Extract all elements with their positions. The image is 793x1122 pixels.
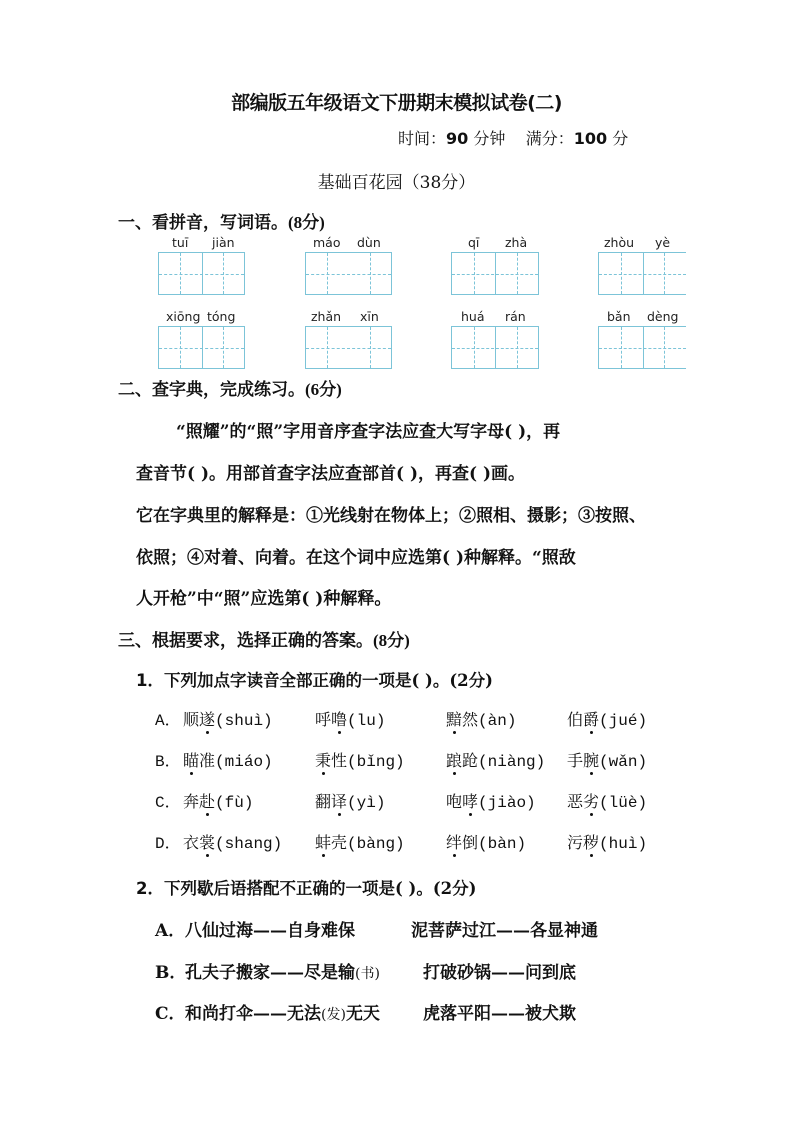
xiehouyu-b: 虎落平阳——被犬欺	[423, 1004, 576, 1024]
option-label: A．	[155, 921, 186, 941]
score-label: 满分：	[525, 129, 574, 148]
dictionary-text-line: “照耀”的“照”字用音序查字法应查大写字母( )，再	[176, 422, 561, 442]
section-1-title: 一、看拼音，写词语。	[118, 213, 288, 233]
pinyin: bǎn	[607, 309, 631, 324]
section-1-heading	[118, 208, 325, 233]
writing-grid[interactable]	[158, 252, 245, 295]
option-label: B．	[155, 963, 187, 983]
question-text: 下列加点字读音全部正确的一项是( )。	[163, 671, 450, 690]
section-2-title: 二、查字典，完成练习。	[118, 380, 305, 400]
writing-grid[interactable]	[598, 252, 686, 295]
option-label: B．	[155, 753, 181, 771]
option-item: 秉性(bǐng)	[315, 751, 405, 771]
pinyin: dèng	[647, 309, 679, 324]
option-item: 蚌壳(bàng)	[315, 833, 405, 853]
pinyin: tóng	[207, 309, 236, 324]
pinyin: jiàn	[212, 235, 235, 250]
option-item: 伯爵(jué)	[567, 710, 648, 730]
writing-grid[interactable]	[451, 326, 539, 369]
writing-grid[interactable]	[598, 326, 686, 369]
pinyin: xīn	[360, 309, 379, 324]
section-1-points: (8分)	[288, 213, 325, 232]
part-subtitle: 基础百花园（38分）	[317, 173, 476, 193]
pinyin: qī	[468, 235, 480, 250]
option-item: 恶劣(lüè)	[567, 792, 648, 812]
section-2-points: (6分)	[305, 380, 342, 399]
question-points: (2分)	[432, 879, 477, 898]
option-label: C．	[155, 794, 181, 812]
option-item: 绊倒(bàn)	[446, 833, 527, 853]
time-unit: 分钟	[473, 129, 506, 148]
option-item: 黯然(àn)	[446, 710, 517, 730]
pinyin: zhǎn	[311, 309, 342, 324]
option-item: 衣裳(shang)	[183, 833, 283, 853]
option-item: 咆哮(jiào)	[446, 792, 536, 812]
pinyin: huá	[461, 309, 485, 324]
section-3-heading	[118, 626, 410, 651]
option-label: C．	[155, 1004, 186, 1024]
time-value: 90	[446, 129, 469, 148]
option-label: A．	[155, 712, 181, 730]
question-number: 1．	[136, 671, 164, 690]
pinyin: zhà	[505, 235, 528, 250]
question-points: (2分)	[449, 671, 493, 690]
dictionary-text-line: 人开枪”中“照”应选第( )种解释。	[136, 589, 392, 609]
pinyin: tuī	[172, 235, 189, 250]
xiehouyu-b: 泥菩萨过江——各显神通	[411, 921, 598, 941]
pinyin: rán	[505, 309, 526, 324]
pinyin: yè	[655, 235, 671, 250]
question-2	[136, 875, 476, 899]
xiehouyu-a: 和尚打伞——无法(发)无天	[185, 1004, 380, 1024]
xiehouyu-b: 打破砂锅——问到底	[423, 963, 576, 983]
option-item: 呼噜(lu)	[315, 710, 386, 730]
question-text: 下列歇后语搭配不正确的一项是( )。	[163, 879, 433, 898]
question-number: 2．	[136, 879, 164, 898]
writing-grid[interactable]	[305, 252, 392, 295]
section-3-title: 三、根据要求，选择正确的答案。	[118, 631, 373, 651]
score-unit: 分	[612, 129, 629, 148]
score-value: 100	[573, 129, 608, 148]
dictionary-text-line: 它在字典里的解释是：①光线射在物体上；②照相、摄影；③按照、	[136, 506, 646, 526]
option-item: 奔赴(fù)	[183, 792, 254, 812]
option-item: 瞄准(miáo)	[183, 751, 273, 771]
writing-grid[interactable]	[305, 326, 392, 369]
dictionary-text-line: 依照；④对着、向着。在这个词中应选第( )种解释。“照敌	[136, 548, 576, 568]
question-1	[136, 667, 493, 691]
option-item: 踉跄(niàng)	[446, 751, 546, 771]
section-3-points: (8分)	[373, 631, 410, 650]
pinyin: dùn	[357, 235, 381, 250]
option-item: 污秽(huì)	[567, 833, 648, 853]
pinyin: zhòu	[604, 235, 635, 250]
option-label: D．	[155, 835, 181, 853]
xiehouyu-a: 孔夫子搬家——尽是输(书)	[185, 963, 380, 983]
option-item: 翻译(yì)	[315, 792, 386, 812]
pinyin: máo	[313, 235, 341, 250]
option-item: 顺遂(shuì)	[183, 710, 273, 730]
exam-meta	[398, 126, 628, 149]
dictionary-text-line: 查音节( )。用部首查字法应查部首( )，再查( )画。	[136, 464, 526, 484]
section-2-heading	[118, 375, 342, 400]
time-label: 时间：	[398, 129, 447, 148]
writing-grid[interactable]	[451, 252, 539, 295]
option-item: 手腕(wǎn)	[567, 751, 648, 771]
xiehouyu-a: 八仙过海——自身难保	[185, 921, 355, 941]
writing-grid[interactable]	[158, 326, 245, 369]
pinyin: xiōng	[166, 309, 201, 324]
page-title: 部编版五年级语文下册期末模拟试卷(二)	[231, 92, 562, 114]
